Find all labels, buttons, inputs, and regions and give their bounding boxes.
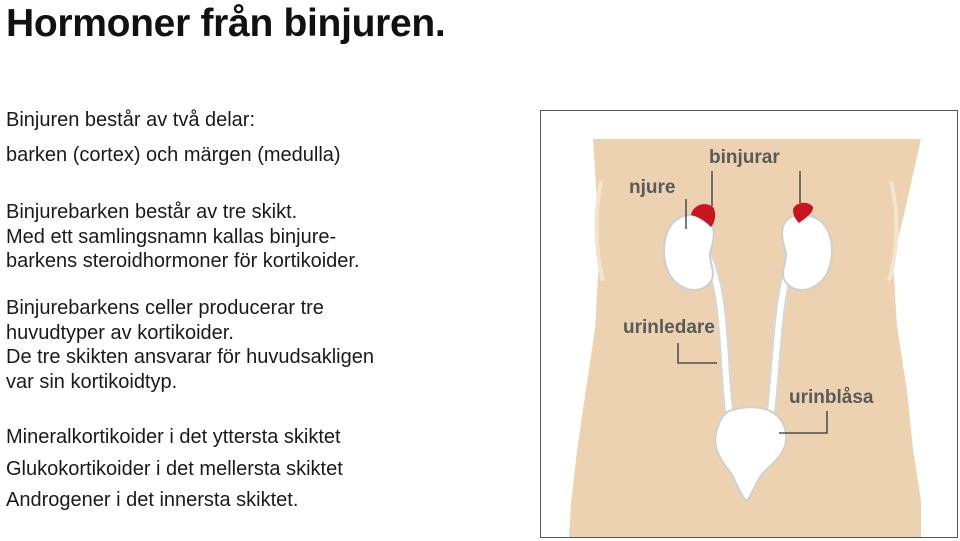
label-binjurar: binjurar: [709, 147, 780, 168]
text-block-corticoid-types: [6, 296, 374, 394]
text-line: barkens steroidhormoner för kortikoider.: [6, 250, 360, 272]
text-line: Med ett samlingsnamn kallas binjure-: [6, 225, 337, 248]
text-line: huvudtyper av kortikoider.: [6, 321, 234, 344]
urinary-system-figure: [540, 110, 958, 538]
urinary-system-diagram: [541, 111, 957, 537]
text-line: Binjuren består av två delar:: [6, 109, 256, 131]
text-block-cortex-layers: [6, 200, 360, 274]
left-kidney: [664, 215, 714, 290]
text-line: barken (cortex) och märgen (medulla): [6, 144, 341, 166]
text-line: Binjurebarken består av tre skikt.: [6, 201, 298, 223]
text-block-layer-hormones: [6, 425, 343, 520]
text-line: Androgener i det innersta skiktet.: [6, 489, 299, 511]
label-njure: njure: [629, 177, 676, 198]
text-line: Glukokortikoider i det mellersta skiktet: [6, 457, 343, 480]
label-urinblasa: urinblåsa: [789, 387, 874, 408]
right-kidney: [782, 215, 832, 290]
text-line: De tre skikten ansvarar för huvudsakligen: [6, 346, 374, 368]
text-line: Binjurebarkens celler producerar tre: [6, 297, 324, 319]
label-urinledare: urinledare: [623, 317, 715, 338]
text-line: var sin kortikoidtyp.: [6, 370, 178, 393]
page-title: Hormoner från binjuren.: [6, 2, 446, 45]
text-block-adrenal-parts: [6, 108, 341, 178]
text-line: Mineralkortikoider i det yttersta skiktet: [6, 426, 341, 448]
